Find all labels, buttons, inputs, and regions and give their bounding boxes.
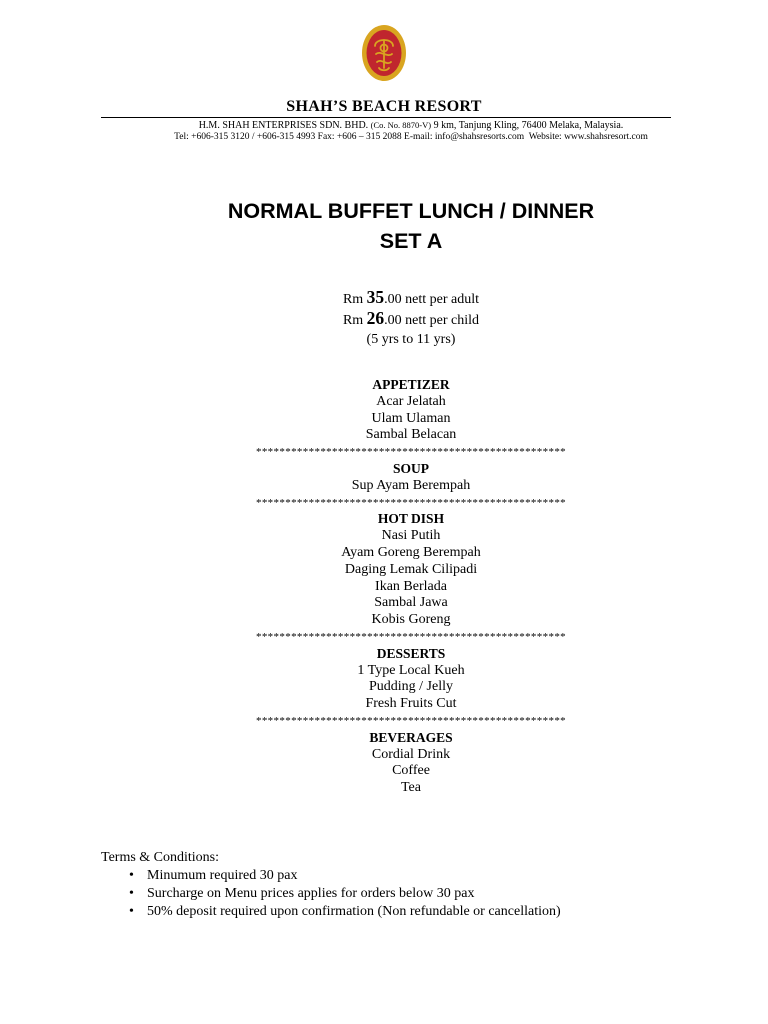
child-price-suffix: .00 nett per child — [384, 313, 480, 328]
child-price-prefix: Rm — [342, 313, 367, 328]
child-age-range: (5 yrs to 11 yrs) — [366, 332, 456, 347]
section-separator: ***************************************************** — [255, 496, 567, 509]
terms-item-text: Surcharge on Menu prices applies for orders below 30 pax — [147, 886, 475, 901]
beverages-heading: BEVERAGES — [369, 729, 453, 745]
soup-heading: SOUP — [392, 460, 429, 476]
menu-item: Sambal Belacan — [365, 427, 457, 443]
menu-item: Pudding / Jelly — [368, 679, 453, 695]
section-separator: ***************************************************** — [255, 630, 567, 643]
terms-block — [101, 849, 561, 921]
section-separator: ***************************************************** — [255, 714, 567, 727]
adult-price — [0, 288, 768, 309]
menu-title — [0, 196, 768, 256]
adult-price-prefix: Rm — [342, 292, 367, 307]
menu-item: Fresh Fruits Cut — [365, 696, 457, 712]
bullet-dot-icon: • — [129, 904, 134, 919]
bullet-dot-icon: • — [129, 868, 134, 883]
contact-line: Tel: +606-315 3120 / +606-315 4993 Fax: +606 – 315 2088 E-mail: info@shahsresorts.com Website: www.shahsresort.com — [174, 132, 648, 142]
menu-item: 1 Type Local Kueh — [357, 662, 465, 678]
desserts-heading: DESSERTS — [376, 645, 446, 661]
menu-item: Acar Jelatah — [376, 393, 446, 409]
menu-item: Tea — [400, 780, 421, 796]
menu-item: Sup Ayam Berempah — [351, 477, 471, 493]
terms-heading: Terms & Conditions: — [101, 850, 220, 865]
hot-dish-heading: HOT DISH — [377, 511, 445, 527]
bullet-dot-icon: • — [129, 886, 134, 901]
menu-title-line1: NORMAL BUFFET LUNCH / DINNER — [227, 199, 595, 223]
menu-item: Coffee — [392, 763, 430, 779]
menu-item: Ikan Berlada — [375, 578, 447, 594]
company-name: H.M. SHAH ENTERPRISES SDN. BHD. — [198, 120, 369, 131]
adult-price-amount: 35 — [366, 287, 385, 307]
menu-title-line2: SET A — [379, 229, 443, 253]
child-price — [0, 309, 768, 330]
terms-item — [101, 903, 561, 921]
header-rule — [101, 117, 671, 118]
menu-item: Nasi Putih — [381, 528, 441, 544]
price-block — [0, 288, 768, 349]
menu-item: Daging Lemak Cilipadi — [344, 561, 478, 577]
menu-item: Cordial Drink — [371, 746, 451, 762]
resort-emblem-logo — [361, 24, 407, 82]
terms-item — [101, 867, 561, 885]
menu-item: Kobis Goreng — [371, 612, 451, 628]
terms-list — [101, 867, 561, 921]
menu-item: Sambal Jawa — [374, 595, 448, 611]
menu-list — [0, 377, 768, 797]
child-price-amount: 26 — [366, 308, 385, 328]
menu-item: Ulam Ulaman — [371, 410, 451, 426]
appetizer-heading: APPETIZER — [372, 377, 450, 392]
terms-item — [101, 885, 561, 903]
resort-name: SHAH’S BEACH RESORT — [286, 98, 482, 115]
section-separator: ***************************************************** — [255, 446, 567, 459]
adult-price-suffix: .00 nett per adult — [384, 292, 480, 307]
terms-item-text: 50% deposit required upon confirmation (Non refundable or cancellation) — [147, 904, 561, 919]
company-address: 9 km, Tanjung Kling, 76400 Melaka, Malaysia. — [433, 120, 624, 131]
menu-item: Ayam Goreng Berempah — [341, 544, 481, 560]
company-registration: (Co. No. 8870-V) — [370, 120, 432, 130]
terms-item-text: Minumum required 30 pax — [147, 868, 298, 883]
